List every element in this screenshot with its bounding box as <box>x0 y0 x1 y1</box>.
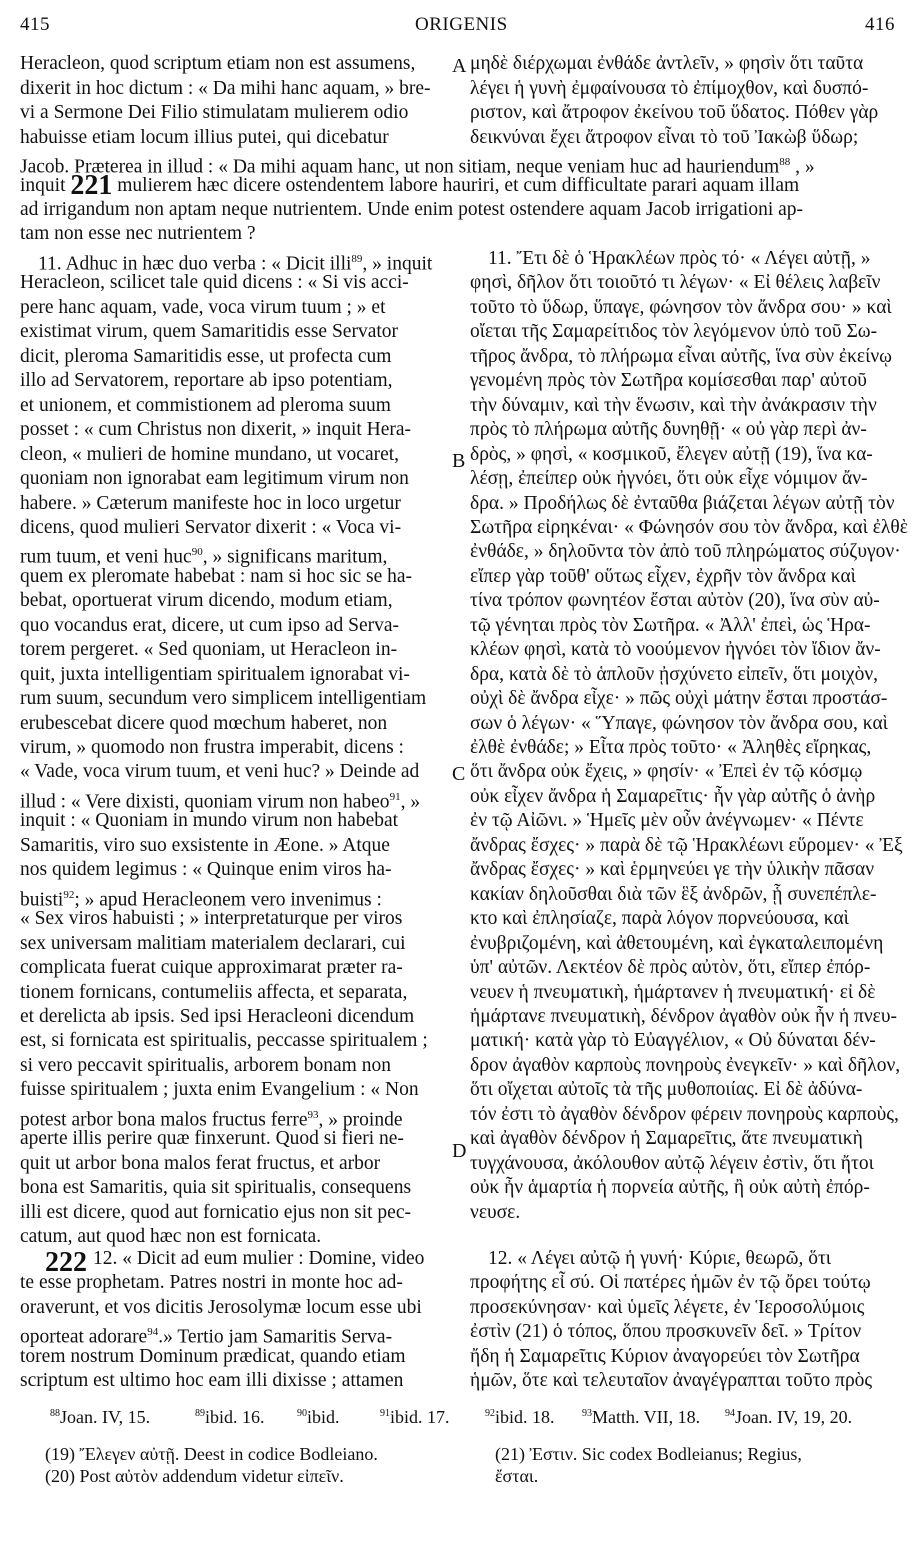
margin-letter-d: D <box>452 1140 467 1162</box>
greek-line: ἄνδρας ἔσχες· » καὶ ἑρμηνεύει γε τὴν ὑλικὴν πᾶσαν <box>470 859 875 881</box>
latin-line: quoniam non ignorabat eam legitimum virum non <box>20 468 409 490</box>
latin-line: et unionem, et commistionem ad pleroma suum <box>20 394 391 416</box>
latin-line: virum, » quomodo non frustra imperabit, dicens : <box>20 737 404 758</box>
greek-line: ἐστὶν (21) ὁ τόπος, ὅπου προσκυνεῖν δεῖ. » Τρίτον <box>470 1321 862 1343</box>
greek-line: γενομένη πρὸς τὸν Σωτῆρα κομίσεσθαι παρ' αὐτοῦ <box>470 370 867 392</box>
greek-line: ἐνυβριζομένη, καὶ ἀθετουμένη, καὶ ἐγκαταλειπομένη <box>470 932 884 954</box>
greek-line: κλέων φησὶ, κατὰ τὸ νοούμενον ἠγνόει τὸν ἴδιον ἄν- <box>470 639 881 661</box>
latin-line: tionem fornicans, contumeliis affecta, et separata, <box>20 981 408 1003</box>
critical-note: ἔσται. <box>495 1466 539 1486</box>
margin-letter-c: C <box>452 763 466 785</box>
latin-line: Samaritis, viro suo exsistente in Æone. » Atque <box>20 834 390 856</box>
latin-line: quem ex pleromate habebat : nam si hoc sic se ha- <box>20 565 413 587</box>
greek-line: τίνα τρόπον φωνητέον ἔσται αὐτὸν (20), ἵνα σὺν αὐ- <box>470 590 880 612</box>
latin-line: dicens, quod mulieri Servator dixerit : « Voca vi- <box>20 516 402 538</box>
latin-line: oporteat adorare$^{94}$.» Tertio jam Samaritis Serva- <box>20 1326 393 1348</box>
footnote-94: $^{94}$Joan. IV, 19, 20. <box>725 1407 853 1427</box>
greek-line: ὅτι ἄνδρα οὐκ ἔχεις, » φησίν· « Ἐπεὶ ἐν τῷ κόσμῳ <box>470 761 863 783</box>
greek-line: οὐχὶ δὲ ἄνδρα εἶχε· » πῶς οὐχὶ μάτην ἔσται προστάσ- <box>470 688 888 710</box>
greek-line: οἴεται τῆς Σαμαρείτιδος τὸν λεγόμενον ὑπὸ τοῦ Σω- <box>470 321 878 343</box>
greek-line: τυγχάνουσα, ἀκόλουθον αὐτῷ λέγειν ἐστὶν, ὅτι ἤτοι <box>470 1152 874 1174</box>
latin-line: catum, aut quod hæc non est fornicata. <box>20 1226 322 1247</box>
greek-line: δρα, κατὰ δὲ τὸ ἁπλοῦν ᾐσχύνετο εἰπεῖν, ὅτι μοιχὸν, <box>470 663 879 685</box>
greek-line: καὶ ἀγαθὸν δένδρον ἡ Σαμαρεῖτις, ἅτε πνευματικὴ <box>470 1128 863 1150</box>
latin-line: potest arbor bona malos fructus ferre$^{93}$, » proinde <box>20 1108 403 1131</box>
latin-line: 12. « Dicit ad eum mulier : Domine, video <box>93 1248 425 1269</box>
greek-line: νευσε. <box>470 1201 521 1223</box>
latin-line: nos quidem legimus : « Quinque enim viros ha- <box>20 859 392 881</box>
greek-line: δρὸς, » φησὶ, « κοσμικοῦ, ἔλεγεν αὐτῇ (19), ἵνα κα- <box>470 443 873 465</box>
latin-line: vi a Sermone Dei Filio stimulatam mulierem odio <box>20 102 409 123</box>
footnote-91: $^{91}$ibid. 17. <box>380 1407 450 1427</box>
latin-line: bona est Samaritis, quia sit spiritualis, consequens <box>20 1177 412 1199</box>
greek-line: ριστον, καὶ ἄτροφον ἐκείνου τοῦ ὕδατος. Πόθεν γὰρ <box>470 102 879 123</box>
greek-line: ἐλθὲ ἐνθάδε; » Εἶτα πρὸς τοῦτο· « Ἀληθὲς εἴρηκας, <box>470 737 872 758</box>
latin-line: scriptum est ultimo hoc eam illi dixisse ; attamen <box>20 1370 404 1391</box>
greek-line: τῷ γένηται πρὸς τὸν Σωτῆρα. « Ἀλλ' ἐπεὶ, ὡς Ἡρα- <box>470 614 871 636</box>
latin-line: sex universam malitiam materialem declarari, cui <box>20 932 406 954</box>
latin-line: complicata fuerat cuique approximarat præter ra- <box>20 957 403 979</box>
greek-line: λέσῃ, ἐπείπερ οὐκ ἠγνόει, ὅτι οὐκ εἶχε νόμιμον ἄν- <box>470 468 868 490</box>
greek-line: δεικνύναι ἔχει ἄτροφον εἶναι τὸ τοῦ Ἰακὼβ ὕδωρ; <box>470 126 859 148</box>
greek-line: οὐκ εἶχεν ἄνδρα ἡ Σαμαρεῖτις· ἦν γὰρ αὐτῆς ὁ ἀνὴρ <box>470 785 876 807</box>
footnote-marker: 93 <box>307 1108 319 1121</box>
greek-line: τόν ἐστι τὸ ἀγαθὸν δένδρον φέρειν πονηροὺς καρποὺς, <box>470 1103 899 1125</box>
page-number-right: 416 <box>865 14 895 35</box>
latin-line: si vero peccavit spiritualis, arborem bonam non <box>20 1054 391 1076</box>
greek-line: δρα. » Προδήλως δὲ ἐνταῦθα βιάζεται λέγων αὐτῇ τὸν <box>470 492 895 514</box>
latin-line: torem nostrum Dominum prædicat, quando etiam <box>20 1345 406 1367</box>
greek-line: ἡμάρτανε πνευματικὴ, δένδρον ἀγαθὸν οὐκ ἦν ἡ πνευ- <box>470 1005 898 1027</box>
greek-line: σων ὁ λέγων· « Ὕπαγε, φώνησον τὸν ἄνδρα σου, καὶ <box>470 712 888 734</box>
footnote-marker: 89 <box>351 253 363 265</box>
latin-line: Heracleon, quod scriptum etiam non est assumens, <box>20 53 416 74</box>
margin-letter-b: B <box>452 450 466 472</box>
critical-note: (20) Post αὐτὸν addendum videtur εἰπεῖν. <box>45 1466 344 1486</box>
latin-line: dixerit in hoc dictum : « Da mihi hanc aquam, » bre- <box>20 77 431 99</box>
latin-line: aperte illis perire quæ finxerunt. Quod si fieri ne- <box>20 1128 404 1150</box>
latin-line: dicit, pleroma Samaritidis esse, ut profecta cum <box>20 345 392 367</box>
greek-line: ἄνδρας ἔσχες· » παρὰ δὲ τῷ Ἡρακλέωνι εὕρομεν· « Ἐξ <box>470 834 903 856</box>
greek-line: δρον ἀγαθὸν καρποὺς πονηροὺς ἐνεγκεῖν· » καὶ δῆλον, <box>470 1054 901 1076</box>
greek-line: κτο καὶ ἐπλησίαζε, παρὰ λόγον πορνεύουσα, καὶ <box>470 908 849 930</box>
full-width-line: Jacob. Præterea in illud : « Da mihi aquam hanc, ut non sitiam, neque veniam huc ad hauriendum$^{88}$ , » <box>20 156 815 178</box>
full-width-line: tam non esse nec nutrientem ? <box>20 223 256 244</box>
full-width-line: inquit 221 mulierem hæc dicere ostendentem labore hauriri, et cum difficultate parari aquam illam <box>20 170 800 201</box>
greek-line: 11. Ἔτι δὲ ὁ Ἡρακλέων πρὸς τό· « Λέγει αὐτῇ, » <box>488 248 871 269</box>
latin-line: buisti$^{92}$; » apud Heracleonem vero invenimus : <box>20 888 382 911</box>
latin-line: torem pergeret. « Sed quoniam, ut Heracleon in- <box>20 639 398 661</box>
latin-line: bebat, oportuerat virum dicendo, modum etiam, <box>20 590 393 612</box>
greek-line: ἐν τῷ Αἰῶνι. » Ἡμεῖς μὲν οὖν ἀνέγνωμεν· « Πέντε <box>470 810 864 832</box>
latin-line: rum suum, secundum vero simplicem intelligentiam <box>20 688 427 710</box>
latin-line: fuisse spiritualem ; juxta enim Evangelium : « Non <box>20 1079 419 1101</box>
latin-line: quo vocandus erat, dicere, ut cum ipso ad Serva- <box>20 614 400 636</box>
footnote-93: $^{93}$Matth. VII, 18. <box>582 1407 701 1427</box>
latin-line: 11. Adhuc in hæc duo verba : « Dicit illi$^{89}$, » inquit <box>38 253 433 275</box>
latin-line: inquit : « Quoniam in mundo virum non habebat <box>20 810 399 832</box>
latin-line: quit, juxta intelligentiam spiritualem ignorabat vi- <box>20 663 410 685</box>
latin-line: oraverunt, et vos dicitis Jerosolymæ locum esse ubi <box>20 1296 422 1318</box>
footnote-marker: 90 <box>191 546 203 559</box>
greek-line: τῆρος ἄνδρα, τὸ πλήρωμα εἶναι αὐτῆς, ἵνα σὺν ἐκείνῳ <box>470 345 893 367</box>
greek-line: ἤδη ἡ Σαμαρεῖτις Κύριον ἀναγορεύει τὸν Σωτῆρα <box>470 1345 860 1367</box>
latin-line: quit ut arbor bona malos ferat fructus, et arbor <box>20 1152 381 1174</box>
latin-line: « Sex viros habuisti ; » interpretaturque per viros <box>20 908 403 930</box>
latin-line: posset : « cum Christus non dixerit, » inquit Hera- <box>20 419 412 441</box>
latin-line: cleon, « mulieri de homine mundano, ut vocaret, <box>20 443 400 465</box>
greek-line: κακίαν δηλοῦσθαι διὰ τῶν ἓξ ἀνδρῶν, ᾗ συνεπέπλε- <box>470 883 877 905</box>
latin-line: te esse prophetam. Patres nostri in monte hoc ad- <box>20 1272 403 1294</box>
greek-line: μηδὲ διέρχωμαι ἐνθάδε ἀντλεῖν, » φησὶν ὅτι ταῦτα <box>470 53 864 74</box>
greek-line: ὅτι οἴχεται αὐτοῖς τὰ τῆς μυθοποιίας. Εἰ δὲ ἀδύνα- <box>470 1079 863 1101</box>
greek-line: ὑπ' αὐτῶν. Λεκτέον δὲ πρὸς αὐτὸν, ὅτι, εἴπερ ἐπόρ- <box>470 957 871 979</box>
footnote-marker: 94 <box>147 1326 159 1339</box>
latin-line: et derelicta ab ipsis. Sed ipsi Heracleoni dicendum <box>20 1005 415 1027</box>
greek-line: λέγει ἡ γυνὴ ἐμφαίνουσα τὸ ἐπίμοχθον, καὶ δυσπό- <box>470 77 869 99</box>
latin-line: pere hanc aquam, vade, voca virum tuum ; » et <box>20 296 386 318</box>
footnote-marker: 92 <box>63 888 75 901</box>
page-number-left: 415 <box>20 14 50 35</box>
margin-letter-a: A <box>452 55 467 77</box>
greek-line: ἡμῶν, ὅτε καὶ τελευταῖον ἀναγέγραπται τοῦτο πρὸς <box>470 1370 873 1391</box>
full-width-line: ad irrigandum non aptam neque nutrientem. Unde enim potest ostendere aquam Jacob irrigationi ap- <box>20 199 804 220</box>
footnote-92: $^{92}$ibid. 18. <box>485 1407 555 1427</box>
latin-line: « Vade, voca virum tuum, et veni huc? » Deinde ad <box>20 761 420 783</box>
greek-line: τοῦτο τὸ ὕδωρ, ὕπαγε, φώνησον τὸν ἄνδρα σου· » καὶ <box>470 296 892 318</box>
latin-line: est, si fornicata est spiritualis, peccasse spiritualem ; <box>20 1030 428 1052</box>
column-number-222: 222 <box>45 1247 87 1278</box>
latin-line: illud : « Vere dixisti, quoniam virum non habeo$^{91}$, » <box>20 790 421 813</box>
latin-line: illo ad Servatorem, reportare ab ipso potentiam, <box>20 370 393 392</box>
latin-line: erubescebat dicere quod mœchum haberet, non <box>20 712 388 734</box>
greek-line: 12. « Λέγει αὐτῷ ἡ γυνή· Κύριε, θεωρῶ, ὅτι <box>488 1248 832 1269</box>
footnote-89: $^{89}$ibid. 16. <box>195 1407 265 1427</box>
footnote-marker: 91 <box>389 790 401 803</box>
running-title: ORIGENIS <box>415 14 508 35</box>
greek-line: νευεν ἡ πνευματικὴ, ἡμάρτανεν ἡ πνευματική· εἰ δὲ <box>470 981 876 1003</box>
column-number-221: 221 <box>70 170 113 201</box>
greek-line: ἐνθάδε, » δηλοῦντα τὸν ἀπὸ τοῦ πληρώματος σύζυγον· <box>470 541 901 563</box>
greek-line: φησὶ, δῆλον ὅτι τοιοῦτό τι λέγων· « Εἰ θέλεις λαβεῖν <box>470 272 881 294</box>
greek-line: προσεκύνησαν· καὶ ὑμεῖς λέγετε, ἐν Ἱεροσολύμοις <box>470 1296 865 1318</box>
latin-line: Heracleon, scilicet tale quid dicens : « Si vis acci- <box>20 272 409 294</box>
latin-line: habuisse etiam locum illius putei, qui dicebatur <box>20 126 389 148</box>
greek-line: εἴπερ γὰρ τοῦθ' οὕτως εἶχεν, ἐχρῆν τὸν ἄνδρα καὶ <box>470 565 856 587</box>
greek-line: Σωτῆρα εἰρηκέναι· « Φώνησόν σου τὸν ἄνδρα, καὶ ἐλθὲ <box>470 516 908 538</box>
latin-line: habere. » Cæterum manifeste hoc in loco urgetur <box>20 492 401 514</box>
greek-line: πρὸς τὸ πλήρωμα αὐτῆς δυνηθῇ· « οὐ γὰρ περὶ ἀν- <box>470 419 867 441</box>
greek-line: ματική· κατὰ γὰρ τὸ Εὐαγγέλιον, « Οὐ δύναται δέν- <box>470 1030 876 1052</box>
greek-line: προφήτης εἶ σύ. Οἱ πατέρες ἡμῶν ἐν τῷ ὄρει τούτῳ <box>470 1272 871 1294</box>
latin-line: existimat virum, quem Samaritidis esse Servator <box>20 321 399 343</box>
greek-line: τὴν δύναμιν, καὶ τὴν ἕνωσιν, καὶ τὴν ἀνάκρασιν τὴν <box>470 394 877 416</box>
latin-line: illi est dicere, quod aut fornicatio ejus non sit pec- <box>20 1201 411 1223</box>
footnote-90: $^{90}$ibid. <box>297 1407 340 1427</box>
critical-note: (19) Ἔλεγεν αὐτῇ. Deest in codice Bodleiano. <box>45 1444 378 1464</box>
greek-line: οὐκ ἦν ἁμαρτία ἡ πορνεία αὐτῆς, ἢ οὐκ αὐτὴ ἐπόρ- <box>470 1177 870 1199</box>
latin-line: rum tuum, et veni huc$^{90}$, » significans maritum, <box>20 546 388 568</box>
critical-note: (21) Ἐστιν. Sic codex Bodleianus; Regius, <box>495 1444 802 1464</box>
footnote-88: $^{88}$Joan. IV, 15. <box>50 1407 151 1427</box>
